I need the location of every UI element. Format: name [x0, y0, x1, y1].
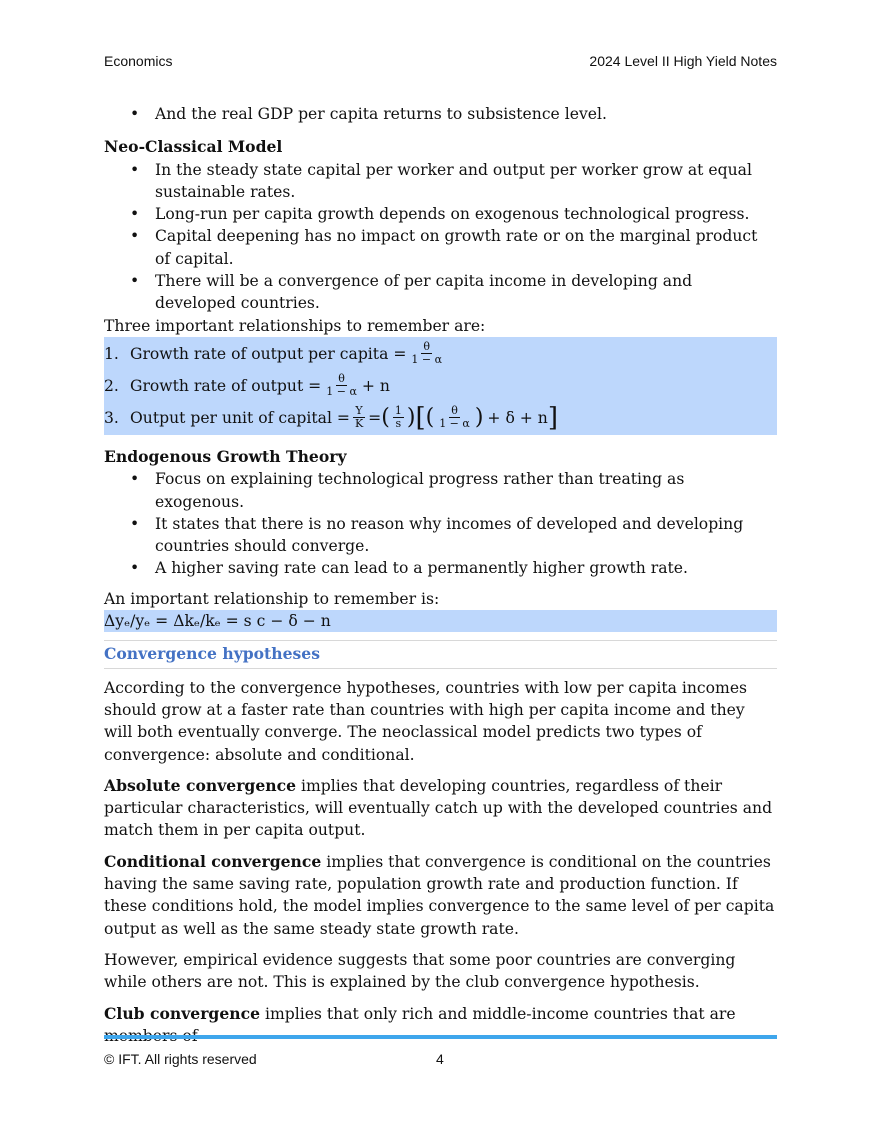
paragraph: However, empirical evidence suggests that some poor countries are converging while others are not. This is explained by the club convergence hypothesis.: [104, 950, 736, 992]
list-item: • Focus on explaining technological progress rather than treating as exogenous.: [155, 468, 777, 513]
term-definition: implies that convergence is conditional on the countries having the same saving rate, population growth rate and production function. If these conditions hold, the model implies convergence to the same level of per capita output as well as the same steady state growth rate.: [104, 852, 775, 938]
equation-label: Output per unit of capital =: [130, 408, 350, 427]
equation-tail: + n: [361, 376, 390, 395]
term: Conditional convergence: [104, 851, 322, 871]
list-item: • It states that there is no reason why incomes of developed and developing countries should converge.: [155, 513, 777, 558]
footer-copyright: © IFT. All rights reserved: [104, 1051, 257, 1067]
endogenous-bullets: [104, 468, 777, 579]
list-item: • There will be a convergence of per capita income in developing and developed countries.: [155, 270, 777, 315]
page-body: [104, 103, 777, 1056]
equations-box: [104, 337, 777, 435]
page-number: 4: [436, 1051, 444, 1067]
fraction: [393, 405, 404, 430]
paren-open: (: [425, 404, 435, 430]
fraction-denominator: 1 − α: [411, 353, 443, 367]
paragraph: [104, 1003, 777, 1048]
equals-sign: =: [368, 408, 382, 427]
fraction-numerator: θ: [423, 340, 431, 354]
equation-label: Growth rate of output =: [130, 376, 322, 395]
header-title: 2024 Level II High Yield Notes: [589, 53, 777, 69]
fraction-numerator: θ: [451, 404, 458, 418]
equation-number: 2.: [104, 376, 119, 395]
relationships-intro: Three important relationships to remember are:: [104, 316, 486, 335]
fraction-numerator: θ: [338, 372, 345, 386]
term-definition: implies that only rich and middle-income countries that are: [264, 1004, 736, 1023]
fraction-denominator: K: [354, 417, 364, 431]
equation-row: [104, 338, 777, 370]
paragraph: [104, 851, 777, 940]
fraction-numerator: 1: [394, 404, 402, 418]
term-definition: implies that developing countries, regardless of their particular characteristics, will eventually catch up with the developed countries and match them in per capita output.: [104, 776, 773, 840]
list-item: • A higher saving rate can lead to a permanently higher growth rate.: [155, 557, 777, 579]
equation-label: Growth rate of output per capita =: [130, 344, 407, 363]
fraction: [437, 405, 472, 430]
neo-classical-bullets: [104, 159, 777, 315]
fraction: [353, 405, 365, 430]
endogenous-heading: Endogenous Growth Theory: [104, 446, 347, 466]
equation-number: 3.: [104, 408, 119, 427]
paren-open: (: [381, 404, 390, 430]
neo-classical-heading: Neo-Classical Model: [104, 137, 283, 157]
fraction-denominator: 1 − α: [439, 417, 470, 431]
bracket-open: [: [415, 402, 426, 433]
endogenous-equation: Δyₑ/yₑ = Δkₑ/kₑ = s c − δ − n: [104, 610, 777, 632]
list-item: • Capital deepening has no impact on growth rate or on the marginal product of capital.: [155, 225, 777, 270]
paragraph: [104, 775, 777, 842]
fraction-denominator: 1 − α: [326, 385, 357, 399]
footer-rule: [104, 1035, 777, 1039]
intro-bullets: [104, 103, 777, 125]
term: Club convergence: [104, 1003, 261, 1023]
section-title: Convergence hypotheses: [104, 640, 777, 668]
bracket-close: ]: [547, 402, 559, 433]
equation-row: [104, 402, 777, 434]
paren-close: ): [406, 404, 416, 430]
fraction-denominator: s: [395, 417, 402, 431]
equation-row: [104, 370, 777, 402]
fraction-numerator: Y: [355, 404, 363, 418]
list-item: • In the steady state capital per worker and output per worker grow at equal sustainable rates.: [155, 159, 777, 204]
relationship-intro: An important relationship to remember is:: [104, 589, 440, 608]
list-item: • And the real GDP per capita returns to subsistence level.: [155, 103, 777, 125]
header-subject: Economics: [104, 53, 173, 69]
fraction: [409, 341, 444, 366]
paragraph: According to the convergence hypotheses, countries with low per capita incomes should grow at a faster rate than countries with high per capita income and they will both eventually converge. The neoclassical model predicts two types of convergence: absolute and conditional.: [104, 678, 748, 764]
fraction: [324, 373, 359, 398]
paren-close: ): [474, 404, 484, 430]
list-item: • Long-run per capita growth depends on exogenous technological progress.: [155, 203, 777, 225]
equation-number: 1.: [104, 344, 119, 363]
term: Absolute convergence: [104, 775, 297, 795]
equation-tail: + δ + n: [487, 408, 548, 427]
